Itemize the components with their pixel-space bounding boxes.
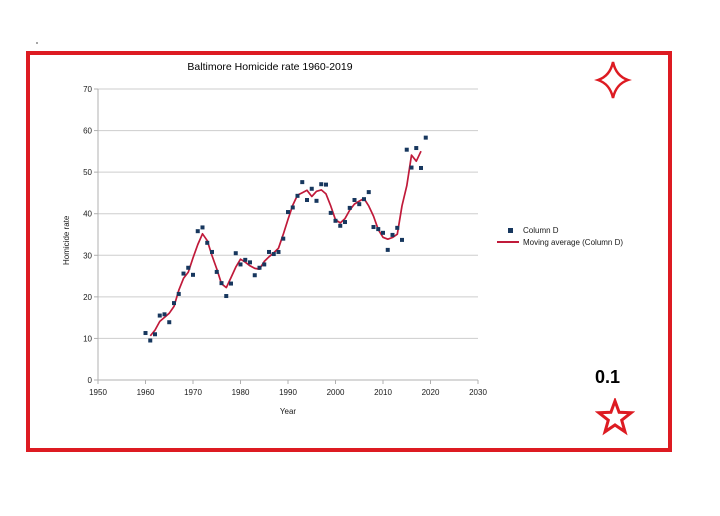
- y-tick-label: 10: [83, 334, 92, 344]
- x-tick-label: 1980: [231, 388, 250, 397]
- x-tick-label: 2010: [374, 388, 392, 397]
- data-point: [229, 282, 233, 286]
- data-point: [300, 180, 304, 184]
- data-point: [191, 273, 195, 277]
- data-point: [239, 262, 243, 266]
- data-point: [419, 166, 423, 170]
- y-tick-label: 20: [83, 292, 92, 302]
- data-point: [376, 227, 380, 231]
- data-point: [158, 314, 162, 318]
- four-point-star-icon[interactable]: [593, 58, 633, 102]
- data-point: [381, 231, 385, 235]
- data-point: [201, 225, 205, 229]
- legend-swatch-area: [497, 228, 523, 233]
- data-point: [234, 251, 238, 255]
- data-point: [205, 241, 209, 245]
- data-point: [291, 205, 295, 209]
- data-point: [272, 252, 276, 256]
- data-point: [395, 226, 399, 230]
- data-point: [220, 281, 224, 285]
- y-tick-label: 30: [83, 251, 92, 261]
- data-point: [262, 262, 266, 266]
- data-point: [253, 273, 257, 277]
- y-axis-title: Homicide rate: [62, 215, 71, 265]
- x-axis-title: Year: [279, 407, 297, 416]
- data-point: [163, 312, 167, 316]
- data-point: [281, 237, 285, 241]
- five-point-star-icon[interactable]: [595, 398, 635, 438]
- data-point: [338, 224, 342, 228]
- y-tick-label: 40: [83, 209, 92, 219]
- data-point: [362, 197, 366, 201]
- data-point: [277, 250, 281, 254]
- data-point: [310, 187, 314, 191]
- data-point: [410, 166, 414, 170]
- data-point: [405, 148, 409, 152]
- square-marker-icon: [508, 228, 513, 233]
- data-point: [329, 211, 333, 215]
- data-point: [391, 233, 395, 237]
- data-point: [324, 183, 328, 187]
- data-point: [148, 339, 152, 343]
- data-point: [182, 272, 186, 276]
- data-point: [153, 332, 157, 336]
- data-point: [267, 250, 271, 254]
- data-point: [319, 182, 323, 186]
- data-point: [258, 266, 262, 270]
- chart-legend: [497, 224, 623, 248]
- data-point: [167, 320, 171, 324]
- data-point: [177, 292, 181, 296]
- data-point: [210, 250, 214, 254]
- data-point: [357, 202, 361, 206]
- data-point: [400, 238, 404, 242]
- x-tick-label: 2020: [421, 388, 440, 397]
- data-point: [172, 301, 176, 305]
- y-tick-label: 70: [83, 85, 92, 94]
- legend-item-column-d: [497, 224, 623, 236]
- data-point: [215, 270, 219, 274]
- data-point: [372, 225, 376, 229]
- data-point: [414, 146, 418, 150]
- data-point: [248, 260, 252, 264]
- data-point: [334, 219, 338, 223]
- legend-item-moving-average: [497, 236, 623, 248]
- x-tick-label: 2000: [326, 388, 345, 397]
- x-tick-label: 1960: [136, 388, 155, 397]
- data-point: [186, 266, 190, 270]
- line-marker-icon: [497, 241, 519, 243]
- data-point: [343, 220, 347, 224]
- legend-label: Moving average (Column D): [523, 237, 624, 247]
- data-point: [386, 248, 390, 252]
- y-tick-label: 50: [83, 168, 92, 178]
- x-tick-label: 1970: [184, 388, 202, 397]
- x-tick-label: 2030: [469, 388, 487, 397]
- legend-label: Column D: [523, 225, 559, 235]
- x-tick-label: 1990: [279, 388, 297, 397]
- data-point: [144, 331, 148, 335]
- annotation-value[interactable]: 0.1: [595, 367, 621, 387]
- y-tick-label: 0: [87, 376, 92, 385]
- data-point: [367, 190, 371, 194]
- x-tick-label: 1950: [89, 388, 107, 397]
- data-point: [353, 198, 357, 202]
- legend-swatch-area: [497, 241, 523, 243]
- data-point: [224, 294, 228, 298]
- data-point: [296, 194, 300, 198]
- data-point: [286, 210, 290, 214]
- y-tick-label: 60: [83, 126, 92, 136]
- data-point: [315, 199, 319, 203]
- data-point: [424, 136, 428, 140]
- data-point: [348, 206, 352, 210]
- moving-average-line: [150, 151, 421, 336]
- data-point: [305, 198, 309, 202]
- chart-title: Baltimore Homicide rate 1960-2019: [187, 61, 353, 73]
- data-point: [196, 229, 200, 233]
- data-point: [243, 258, 247, 262]
